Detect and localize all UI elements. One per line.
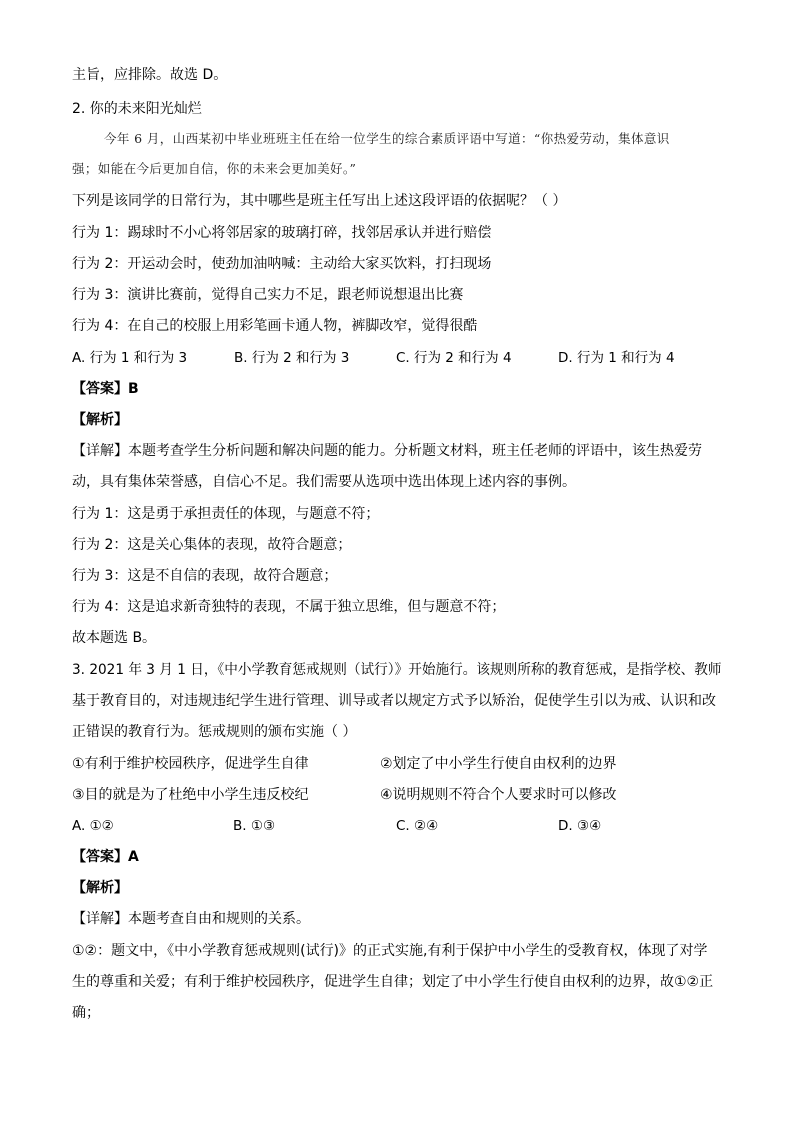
q3-stem-line: 基于教育目的，对违规违纪学生进行管理、训导或者以规定方式予以矫治，促使学生引以为戒、认识和改 bbox=[72, 693, 716, 709]
q3-stem-line: 3. 2021 年 3 月 1 日，《中小学教育惩戒规则（试行）》开始施行。该规则所称的教育惩戒，是指学校、教师 bbox=[72, 662, 722, 678]
q3-explanation-line: ①②：题文中，《中小学教育惩戒规则(试行)》的正式实施,有利于保护中小学生的受教育权，体现了对学 bbox=[72, 943, 708, 959]
q3-option-c: C. ②④ bbox=[396, 818, 439, 834]
q2-behavior-4: 行为 4：在自己的校服上用彩笔画卡通人物，裤脚改窄，觉得很酷 bbox=[72, 318, 478, 334]
q2-behavior-2: 行为 2：开运动会时，使劲加油呐喊：主动给大家买饮料，打扫现场 bbox=[72, 256, 492, 272]
q2-explanation-1: 行为 1：这是勇于承担责任的体现，与题意不符； bbox=[72, 506, 380, 522]
q3-detail: 【详解】本题考查自由和规则的关系。 bbox=[72, 911, 310, 927]
q2-option-c: C. 行为 2 和行为 4 bbox=[396, 350, 512, 366]
q3-statement-1: ①有利于维护校园秩序，促进学生自律 bbox=[72, 756, 309, 772]
q2-detail-line: 动，具有集体荣誉感，自信心不足。我们需要从选项中选出体现上述内容的事例。 bbox=[72, 474, 576, 490]
q3-explanation-line: 确； bbox=[72, 1005, 100, 1021]
q3-statement-2: ②划定了中小学生行使自由权利的边界 bbox=[380, 756, 617, 772]
q2-analysis-label: 【解析】 bbox=[72, 412, 128, 428]
q2-behavior-3: 行为 3：演讲比赛前，觉得自己实力不足，跟老师说想退出比赛 bbox=[72, 287, 464, 303]
q2-answer: 【答案】B bbox=[72, 381, 139, 397]
q2-explanation-2: 行为 2：这是关心集体的表现，故符合题意； bbox=[72, 537, 352, 553]
q2-option-d: D. 行为 1 和行为 4 bbox=[558, 350, 675, 366]
q2-quote-line: 今年 6 月，山西某初中毕业班班主任在给一位学生的综合素质评语中写道：“你热爱劳动，集体意识 bbox=[104, 131, 670, 146]
q2-option-b: B. 行为 2 和行为 3 bbox=[234, 350, 350, 366]
q2-quote-line: 强；如能在今后更加自信，你的未来会更加美好。” bbox=[72, 161, 357, 176]
q3-option-a: A. ①② bbox=[72, 818, 114, 834]
q3-stem-line: 正错误的教育行为。惩戒规则的颁布实施（ ） bbox=[72, 724, 357, 740]
q3-option-d: D. ③④ bbox=[558, 818, 602, 834]
q2-title: 2. 你的未来阳光灿烂 bbox=[72, 101, 202, 117]
q2-explanation-4: 行为 4：这是追求新奇独特的表现，不属于独立思维，但与题意不符； bbox=[72, 599, 506, 615]
q3-answer: 【答案】A bbox=[72, 849, 139, 865]
q1-conclusion: 主旨，应排除。故选 D。 bbox=[72, 67, 228, 83]
q2-option-a: A. 行为 1 和行为 3 bbox=[72, 350, 188, 366]
q2-stem: 下列是该同学的日常行为，其中哪些是班主任写出上述这段评语的依据呢？（ ） bbox=[72, 193, 567, 209]
q3-option-b: B. ①③ bbox=[233, 818, 276, 834]
q3-analysis-label: 【解析】 bbox=[72, 880, 128, 896]
q3-statement-4: ④说明规则不符合个人要求时可以修改 bbox=[380, 787, 617, 803]
q3-statement-3: ③目的就是为了杜绝中小学生违反校纪 bbox=[72, 787, 309, 803]
q2-explanation-3: 行为 3：这是不自信的表现，故符合题意； bbox=[72, 568, 338, 584]
q2-behavior-1: 行为 1：踢球时不小心将邻居家的玻璃打碎，找邻居承认并进行赔偿 bbox=[72, 225, 492, 241]
q3-explanation-line: 生的尊重和关爱；有利于维护校园秩序，促进学生自律；划定了中小学生行使自由权利的边界，故①②正 bbox=[72, 974, 714, 990]
q2-detail-line: 【详解】本题考查学生分析问题和解决问题的能力。分析题文材料，班主任老师的评语中，该生热爱劳 bbox=[72, 443, 702, 459]
q2-conclusion: 故本题选 B。 bbox=[72, 630, 157, 646]
